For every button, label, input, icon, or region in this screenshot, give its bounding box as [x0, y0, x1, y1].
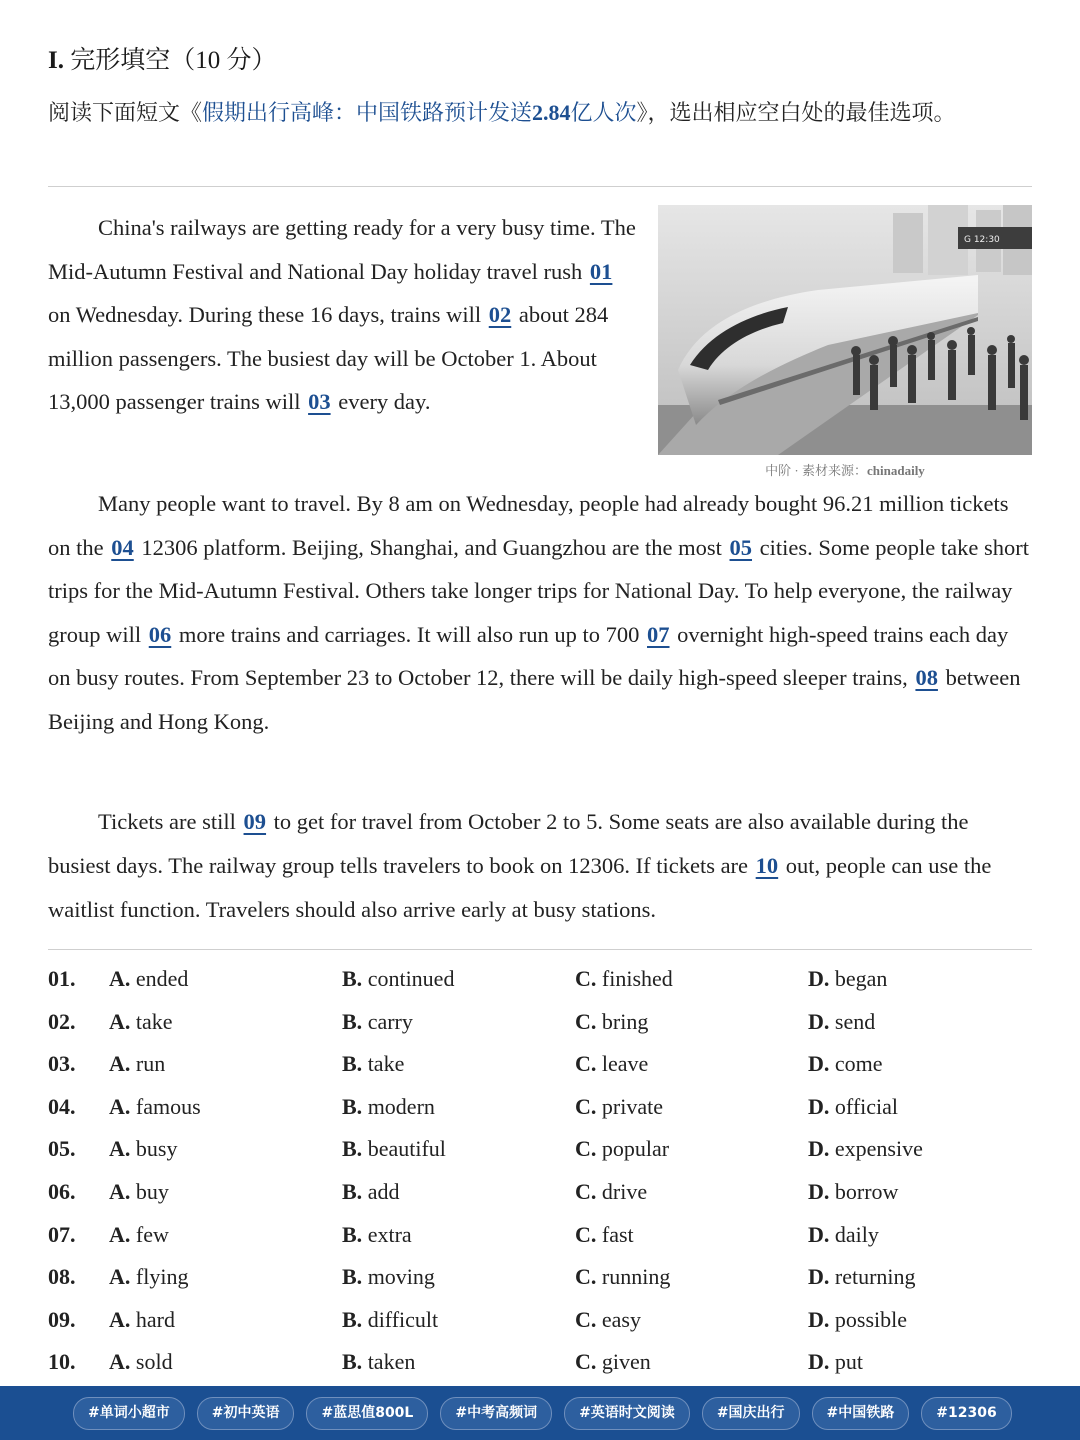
blank-02[interactable]: 02 — [488, 302, 512, 327]
departure-board-text: G 12:30 — [964, 235, 1000, 245]
option-row — [48, 1045, 1032, 1088]
option-d[interactable] — [808, 1222, 879, 1248]
option-letter: C. — [575, 1349, 597, 1375]
option-text: easy — [601, 1306, 641, 1332]
train-photo — [658, 205, 1032, 455]
option-row — [48, 1088, 1032, 1131]
option-text: finished — [601, 966, 673, 991]
option-text: famous — [135, 1093, 201, 1119]
option-letter: A. — [109, 1051, 131, 1077]
option-d[interactable] — [808, 1009, 875, 1035]
option-letter: A. — [109, 1349, 131, 1375]
option-letter: B. — [342, 1178, 363, 1204]
option-text: leave — [601, 1051, 649, 1077]
blank-08[interactable]: 08 — [915, 665, 938, 690]
passage-text: more trains and carriages. It will also run up to 700 — [173, 621, 646, 647]
option-text: private — [601, 1093, 663, 1119]
option-text: busy — [135, 1136, 178, 1162]
option-letter: D. — [808, 1008, 830, 1034]
option-text: put — [834, 1349, 864, 1375]
option-letter: D. — [808, 1349, 830, 1375]
blank-07[interactable]: 07 — [647, 621, 670, 647]
option-b[interactable] — [342, 1222, 412, 1248]
high-speed-train-photo-icon — [658, 205, 1032, 455]
option-d[interactable] — [808, 966, 887, 992]
option-row — [48, 1216, 1032, 1259]
tag-junior-english[interactable]: #初中英语 — [197, 1397, 295, 1430]
option-text: given — [601, 1349, 651, 1375]
passage-paragraph-3 — [48, 800, 1032, 932]
passage-text: 12306 platform. Beijing, Shanghai, and Guangzhou are the most — [135, 534, 728, 560]
option-a[interactable] — [109, 1222, 169, 1248]
option-a[interactable] — [109, 1264, 188, 1290]
option-letter: A. — [109, 1136, 131, 1162]
option-letter: D. — [808, 1136, 830, 1162]
option-letter: A. — [109, 1178, 131, 1204]
passage-text: on Wednesday. During these 16 days, trains will — [48, 302, 487, 327]
option-text: continued — [367, 966, 455, 991]
option-b[interactable] — [342, 1094, 435, 1120]
option-letter: B. — [342, 1008, 363, 1034]
question-number: 07. — [48, 1221, 76, 1247]
option-letter: A. — [109, 1221, 131, 1247]
option-letter: C. — [575, 1306, 597, 1332]
blank-04[interactable]: 04 — [111, 534, 134, 560]
option-c[interactable] — [575, 1094, 663, 1120]
question-number: 10. — [48, 1349, 76, 1375]
option-letter: B. — [342, 1221, 363, 1247]
question-number: 01. — [48, 966, 76, 991]
blank-10[interactable]: 10 — [755, 853, 779, 878]
option-c[interactable] — [575, 1349, 651, 1375]
option-d[interactable] — [808, 1307, 907, 1333]
option-text: take — [135, 1008, 173, 1034]
question-number: 02. — [48, 1008, 76, 1034]
option-letter: A. — [109, 1093, 131, 1119]
option-text: buy — [135, 1178, 169, 1204]
option-letter: A. — [109, 966, 131, 991]
option-text: returning — [834, 1264, 916, 1290]
section-number: I. — [48, 47, 64, 74]
option-row — [48, 1301, 1032, 1344]
option-text: daily — [834, 1221, 879, 1247]
option-text: taken — [367, 1349, 416, 1375]
option-text: possible — [834, 1306, 908, 1332]
option-a[interactable] — [109, 1094, 201, 1120]
option-letter: D. — [808, 1051, 830, 1077]
option-letter: D. — [808, 1178, 830, 1204]
blank-06[interactable]: 06 — [148, 621, 172, 647]
options-divider — [48, 949, 1032, 950]
option-d[interactable] — [808, 1179, 898, 1205]
tag-lexile[interactable]: #蓝思值800L — [306, 1397, 428, 1430]
option-c[interactable] — [575, 1307, 641, 1333]
tag-china-railway[interactable]: #中国铁路 — [812, 1397, 910, 1430]
option-d[interactable] — [808, 1264, 916, 1290]
option-a[interactable] — [109, 966, 188, 992]
tag-high-frequency[interactable]: #中考高频词 — [440, 1397, 552, 1430]
instruction-prefix: 阅读下面短文《 — [48, 100, 203, 125]
option-letter: A. — [109, 1008, 131, 1034]
blank-03[interactable]: 03 — [308, 389, 331, 414]
photo-caption — [658, 460, 1032, 479]
option-text: running — [601, 1264, 671, 1290]
option-b[interactable] — [342, 1136, 446, 1162]
option-letter: C. — [575, 1093, 597, 1119]
tag-12306[interactable]: #12306 — [921, 1397, 1011, 1430]
option-row — [48, 1173, 1032, 1216]
passage-text: China's railways are getting ready for a very busy time. The Mid-Autumn Festival and National Day holiday travel rush — [48, 215, 636, 284]
option-c[interactable] — [575, 1222, 634, 1248]
caption-source: chinadaily — [867, 463, 925, 478]
question-number: 03. — [48, 1051, 76, 1077]
passage-text: cities. Some people take short trips for the Mid-Autumn Festival. Others take longer trips for National Day. To help everyone, the railway group will — [48, 534, 1029, 647]
option-letter: D. — [808, 1221, 830, 1247]
passage-text: to get for travel from October 2 to 5. Some seats are also available during the busiest days. The railway group tells travelers to book on 12306. If tickets are — [48, 809, 969, 878]
option-a[interactable] — [109, 1179, 169, 1205]
passage-paragraph-2 — [48, 482, 1032, 743]
option-letter: A. — [109, 1306, 131, 1332]
option-letter: B. — [342, 1051, 363, 1077]
section-title — [48, 40, 277, 76]
option-letter: B. — [342, 1349, 363, 1375]
blank-05[interactable]: 05 — [729, 534, 753, 560]
option-letter: C. — [575, 1008, 597, 1034]
option-row — [48, 1003, 1032, 1046]
option-letter: A. — [109, 1264, 131, 1290]
option-text: popular — [601, 1136, 670, 1162]
option-text: moving — [367, 1264, 435, 1290]
question-number: 04. — [48, 1093, 76, 1119]
instruction-suffix: 》，选出相应空白处的最佳选项。 — [636, 100, 956, 125]
option-text: drive — [601, 1178, 648, 1204]
option-b[interactable] — [342, 1264, 435, 1290]
option-d[interactable] — [808, 1349, 863, 1375]
option-text: carry — [367, 1008, 413, 1034]
option-b[interactable] — [342, 1051, 404, 1077]
option-b[interactable] — [342, 1349, 415, 1375]
option-a[interactable] — [109, 1307, 175, 1333]
option-b[interactable] — [342, 1307, 438, 1333]
option-text: fast — [601, 1221, 634, 1247]
option-letter: C. — [575, 1051, 597, 1077]
passage-text: Tickets are still — [98, 809, 242, 834]
top-divider — [48, 186, 1032, 187]
question-number: 05. — [48, 1136, 76, 1162]
question-number: 06. — [48, 1178, 76, 1204]
passage-text: out, people can use the waitlist function. Travelers should also arrive early at busy stations. — [48, 853, 992, 922]
option-c[interactable] — [575, 1264, 670, 1290]
option-c[interactable] — [575, 1009, 648, 1035]
tag-national-day-travel[interactable]: #国庆出行 — [702, 1397, 800, 1430]
passage-text: about 284 million passengers. The busiest day will be October 1. About 13,000 passenger trains will — [48, 302, 609, 414]
option-letter: C. — [575, 1178, 597, 1204]
article-title[interactable] — [202, 100, 637, 125]
option-text: extra — [367, 1221, 412, 1247]
passage-text: between Beijing and Hong Kong. — [48, 665, 1021, 734]
option-letter: B. — [342, 1306, 363, 1332]
option-text: run — [135, 1051, 166, 1077]
passage-text: overnight high-speed trains each day on busy routes. From September 23 to October 12, there will be daily high-speed sleeper trains, — [48, 621, 1009, 690]
option-row — [48, 960, 1032, 1003]
instruction — [48, 92, 1032, 134]
option-c[interactable] — [575, 1051, 648, 1077]
option-letter: B. — [342, 1093, 363, 1119]
option-a[interactable] — [109, 1349, 173, 1375]
option-letter: D. — [808, 966, 830, 991]
option-d[interactable] — [808, 1094, 898, 1120]
tag-word-market[interactable]: #单词小超市 — [73, 1397, 185, 1430]
option-row — [48, 1130, 1032, 1173]
option-text: hard — [135, 1306, 175, 1332]
option-letter: C. — [575, 1136, 597, 1162]
passage-text: every day. — [332, 389, 431, 414]
option-b[interactable] — [342, 966, 454, 992]
options-table — [48, 960, 1032, 1386]
option-a[interactable] — [109, 1009, 173, 1035]
option-row — [48, 1258, 1032, 1301]
blank-09[interactable]: 09 — [243, 809, 267, 834]
option-letter: B. — [342, 1136, 363, 1162]
passage-text: Many people want to travel. By 8 am on Wednesday, people had already bought 96.21 million tickets on the — [48, 491, 1009, 560]
article-title-number: 2.84 — [532, 100, 571, 125]
option-text: began — [834, 966, 888, 991]
option-d[interactable] — [808, 1136, 923, 1162]
option-text: come — [834, 1051, 883, 1077]
option-c[interactable] — [575, 966, 673, 992]
option-letter: D. — [808, 1306, 830, 1332]
option-letter: C. — [575, 966, 597, 991]
question-number: 09. — [48, 1306, 76, 1332]
option-letter: B. — [342, 1264, 363, 1290]
option-c[interactable] — [575, 1136, 669, 1162]
option-text: bring — [601, 1008, 649, 1034]
option-c[interactable] — [575, 1179, 647, 1205]
option-text: ended — [135, 966, 189, 991]
section-name: 完形填空（10 分） — [63, 47, 277, 74]
option-text: difficult — [367, 1306, 439, 1332]
option-b[interactable] — [342, 1179, 399, 1205]
option-text: official — [834, 1093, 899, 1119]
caption-prefix: 中阶 · 素材来源： — [765, 463, 868, 478]
option-text: beautiful — [367, 1136, 446, 1162]
article-title-part: 亿人次 — [570, 100, 637, 125]
option-b[interactable] — [342, 1009, 413, 1035]
tag-footer — [0, 1386, 1080, 1440]
option-text: few — [135, 1221, 169, 1247]
option-text: take — [367, 1051, 405, 1077]
option-letter: B. — [342, 966, 363, 991]
option-d[interactable] — [808, 1051, 883, 1077]
option-a[interactable] — [109, 1051, 165, 1077]
blank-01[interactable]: 01 — [589, 258, 613, 284]
option-text: borrow — [834, 1178, 899, 1204]
tag-news-reading[interactable]: #英语时文阅读 — [564, 1397, 690, 1430]
option-letter: C. — [575, 1264, 597, 1290]
tag-list — [73, 1397, 1012, 1430]
option-text: flying — [135, 1264, 189, 1290]
option-text: send — [834, 1008, 876, 1034]
option-text: expensive — [834, 1136, 923, 1162]
option-text: modern — [367, 1093, 435, 1119]
option-text: sold — [135, 1349, 173, 1375]
option-letter: C. — [575, 1221, 597, 1247]
article-title-part: 假期出行高峰：中国铁路预计发送 — [202, 100, 533, 125]
option-row — [48, 1343, 1032, 1386]
option-letter: D. — [808, 1093, 830, 1119]
question-number: 08. — [48, 1264, 76, 1290]
option-a[interactable] — [109, 1136, 177, 1162]
option-text: add — [367, 1178, 400, 1204]
passage-paragraph-1 — [48, 206, 638, 424]
option-letter: D. — [808, 1264, 830, 1290]
